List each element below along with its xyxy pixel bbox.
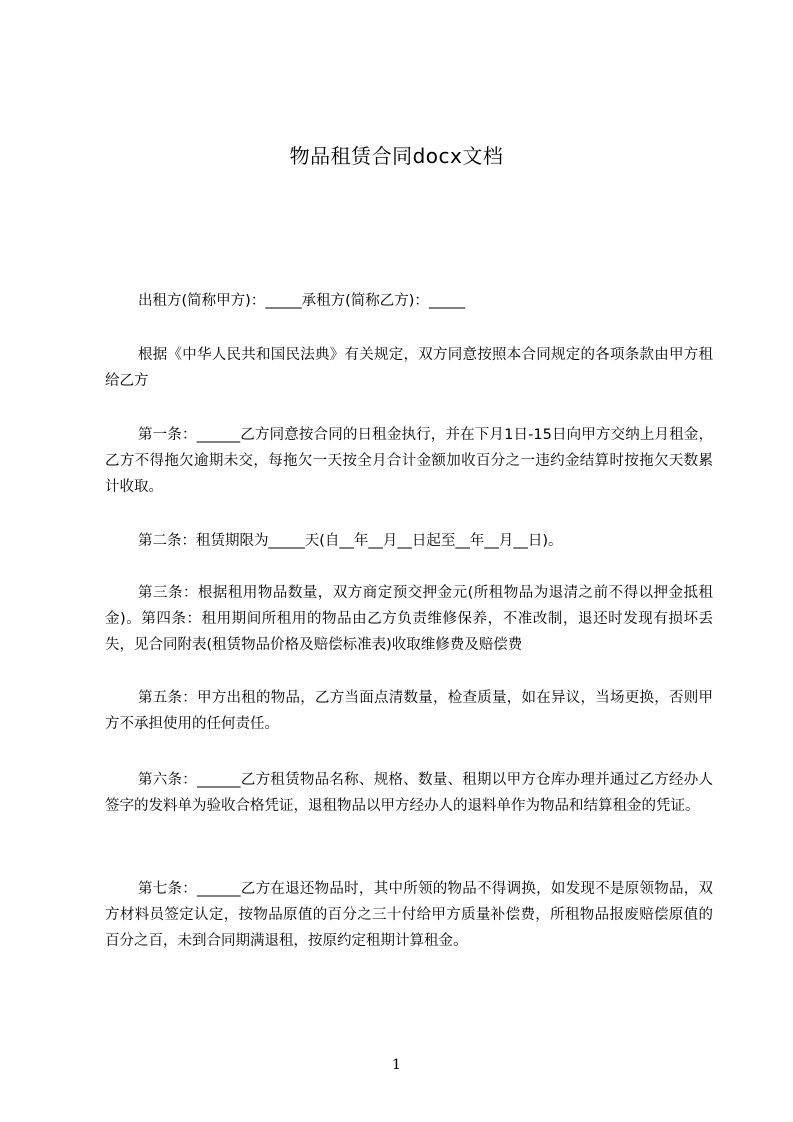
article-1-paragraph: 第一条：______乙方同意按合同的日租金执行，并在下月1日-15日向甲方交纳上月租金，乙方不得拖欠逾期未交，每拖欠一天按全月合计金额加收百分之一违约金结算时按拖欠天数累计收取。 (105, 427, 713, 495)
article-7-paragraph: 第七条：______乙方在退还物品时，其中所领的物品不得调换，如发现不是原领物品，双方材料员签定认定，按物品原值的百分之三十付给甲方质量补偿费，所租物品报废赔偿原值的百分之百，未到合同期满退租，按原约定租期计算租金。 (105, 881, 713, 949)
page-number: 1 (392, 1057, 401, 1073)
legal-basis-paragraph: 根据《中华人民共和国民法典》有关规定，双方同意按照本合同规定的各项条款由甲方租给乙方 (105, 347, 713, 389)
parties-paragraph: 出租方(简称甲方)：_____承租方(简称乙方)：_____ (138, 293, 466, 309)
article-3-4-paragraph: 第三条：根据租用物品数量，双方商定预交押金元(所租物品为退清之前不得以押金抵租金)。第四条：租用期间所租用的物品由乙方负责维修保养，不准改制，退还时发现有损坏丢失，见合同附表(租赁物品价格及赔偿标准表)收取维修费及赔偿费 (105, 585, 713, 653)
article-5-paragraph: 第五条：甲方出租的物品，乙方当面点清数量，检查质量，如在异议，当场更换，否则甲方不承担使用的任何责任。 (105, 690, 713, 732)
article-2-paragraph: 第二条：租赁期限为_____天(自__年__月__日起至__年__月__日)。 (138, 533, 563, 549)
document-title: 物品租赁合同docx文档 (289, 144, 504, 168)
article-6-paragraph: 第六条：______乙方租赁物品名称、规格、数量、租期以甲方仓库办理并通过乙方经办人签字的发料单为验收合格凭证，退租物品以甲方经办人的退料单作为物品和结算租金的凭证。 (105, 772, 713, 814)
